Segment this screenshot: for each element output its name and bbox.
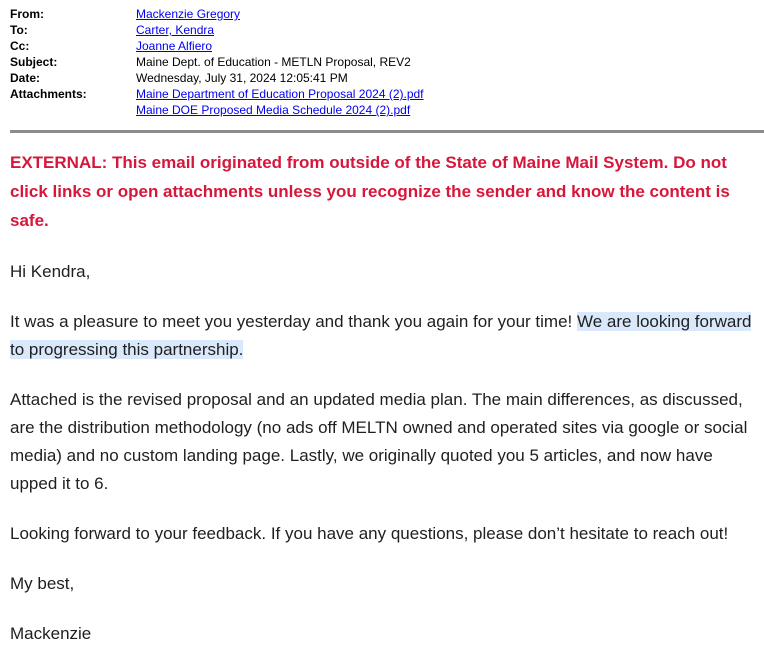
- paragraph-1: [10, 308, 762, 364]
- attachment-link-proposal[interactable]: Maine Department of Education Proposal 2024 (2).pdf: [136, 87, 424, 101]
- paragraph-2: Attached is the revised proposal and an updated media plan. The main differences, as discussed, are the distribution methodology (no ads off MELTN owned and operated sites via google or social media) and no custom landing page. Lastly, we originally quoted you 5 articles, and now have upped it to 6.: [10, 390, 748, 493]
- signature: Mackenzie: [10, 624, 92, 643]
- subject-row: [10, 54, 760, 70]
- date-row: [10, 70, 760, 86]
- email-header: [10, 6, 760, 118]
- date-label: Date:: [10, 71, 41, 85]
- external-warning: EXTERNAL: This email originated from outside of the State of Maine Mail System. Do not click links or open attachments unless you recognize the sender and know the content is safe.: [10, 153, 730, 230]
- highlighted-text: We are looking forward to progressing this partnership.: [10, 312, 752, 359]
- from-row: [10, 6, 760, 22]
- to-link[interactable]: Carter, Kendra: [136, 23, 215, 37]
- header-divider: [10, 130, 764, 133]
- attachments-label: Attachments:: [10, 87, 87, 101]
- greeting: Hi Kendra,: [10, 262, 91, 281]
- cc-row: [10, 38, 760, 54]
- attachment-link-media-schedule[interactable]: Maine DOE Proposed Media Schedule 2024 (2).pdf: [136, 103, 411, 117]
- paragraph-3: Looking forward to your feedback. If you have any questions, please don’t hesitate to reach out!: [10, 524, 729, 543]
- date-value: Wednesday, July 31, 2024 12:05:41 PM: [136, 71, 348, 85]
- attachments-row: [10, 86, 760, 118]
- signoff: My best,: [10, 574, 75, 593]
- from-label: From:: [10, 7, 44, 21]
- email-body: [10, 143, 762, 648]
- paragraph-1-text: It was a pleasure to meet you yesterday and thank you again for your time!: [10, 312, 577, 331]
- subject-value: Maine Dept. of Education - METLN Proposal, REV2: [136, 55, 411, 69]
- cc-label: Cc:: [10, 39, 30, 53]
- to-row: [10, 22, 760, 38]
- cc-link[interactable]: Joanne Alfiero: [136, 39, 213, 53]
- to-label: To:: [10, 23, 28, 37]
- subject-label: Subject:: [10, 55, 58, 69]
- from-link[interactable]: Mackenzie Gregory: [136, 7, 241, 21]
